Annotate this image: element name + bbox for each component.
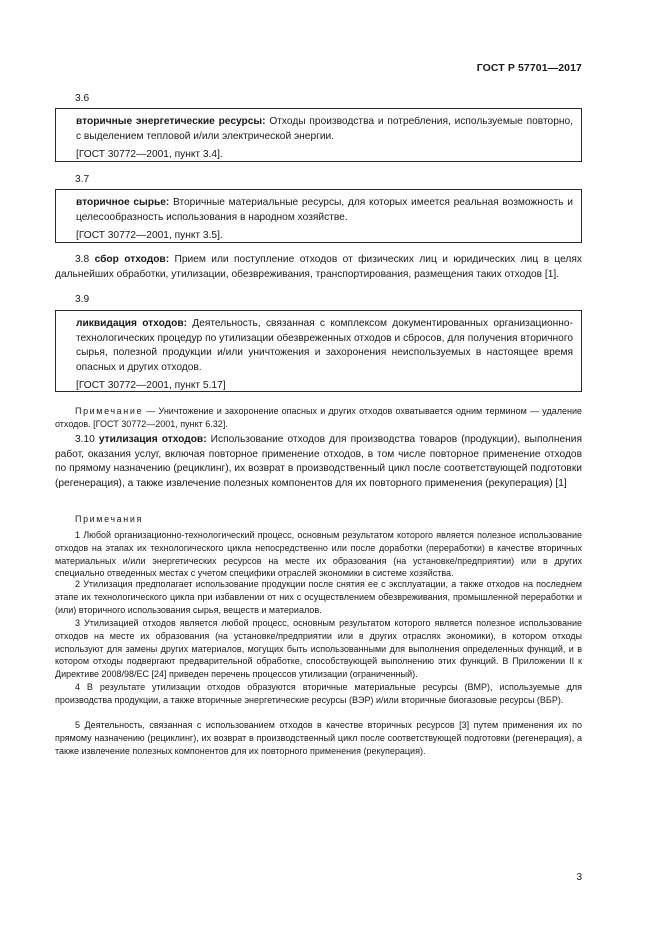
document-header: ГОСТ Р 57701—2017 bbox=[476, 62, 582, 74]
term-source: [ГОСТ 30772—2001, пункт 3.5]. bbox=[76, 230, 223, 242]
term-number: 3.10 bbox=[75, 434, 95, 445]
note-item: 5 Деятельность, связанная с использованием отходов в качестве вторичных ресурсов [3] путем применения их по прямому назначению (рециклинг), их возврат в производственный цикл после соответствующей подготовки (регенерация), а также извлечение полезных компонентов для их повторного применения (рекуперация). bbox=[55, 720, 582, 756]
term-text: Прием или поступление отходов от физических лиц и юридических лиц в целях дальнейших обработки, утилизации, обезвреживания, транспортирования, размещения таких отходов [1]. bbox=[55, 254, 582, 280]
term-definition bbox=[76, 317, 573, 375]
note-item: 3 Утилизацией отходов является любой процесс, основным результатом которого является полезное использование отходов на месте их образования (на установке/предприятии или в других отраслях экономики), в котором отходы используют для замены других материалов, могущих быть использованными для выполнения определенных функций, и в котором отходы подвергают предварительной обработке, способствующей выполнению этих функций. В Приложении II к Директиве 2008/98/ЕС [24] приведен перечень процессов утилизации (ограниченный). bbox=[55, 618, 582, 680]
page-number: 3 bbox=[576, 872, 582, 883]
term-definition bbox=[76, 196, 573, 225]
term-name: утилизация отходов: bbox=[98, 434, 207, 445]
term-paragraph bbox=[55, 253, 582, 282]
term-source: [ГОСТ 30772—2001, пункт 3.4]. bbox=[76, 149, 223, 161]
term-text: Отходы производства и потребления, используемые повторно, с выделением тепловой и/или электрической энергии. bbox=[76, 116, 573, 142]
note-item: 2 Утилизация предполагает использование продукции после снятия ее с эксплуатации, а также отходов на последнем этапе их технологического цикла при избавлении от них с осуществлением обезвреживания, промышленной переработки и (или) вторичного использования сырья, веществ и материалов. bbox=[55, 579, 582, 615]
term-number: 3.6 bbox=[75, 93, 90, 104]
notes-label: Примечания bbox=[75, 514, 143, 524]
term-name: вторичное сырье: bbox=[76, 197, 170, 208]
term-box bbox=[55, 310, 582, 392]
term-definition bbox=[76, 115, 573, 144]
term-name: вторичные энергетические ресурсы: bbox=[76, 116, 266, 127]
term-box bbox=[55, 108, 582, 162]
note-item: 4 В результате утилизации отходов образуются вторичные материальные ресурсы (ВМР), используемые для производства продукции, а также вторичные энергетические ресурсы (ВЭР) и/или вторичные биогазовые ресурсы (ВБР). bbox=[55, 682, 582, 705]
note-text: — Уничтожение и захоронение опасных и других отходов охватывается одним термином — удаление отходов. [ГОСТ 30772—2001, пункт 6.32]. bbox=[55, 406, 582, 429]
note bbox=[55, 405, 582, 431]
term-text: Деятельность, связанная с комплексом документированных организационно-технологических процедур по утилизации обезвреженных отходов и сбросов, для получения вторичного сырья, полезной продукции и/или уничтожения и захоронения неиспользуемых в настоящее время опасных и других отходов. bbox=[76, 318, 573, 373]
note-label: Примечание bbox=[75, 406, 144, 416]
term-source: [ГОСТ 30772—2001, пункт 5.17] bbox=[76, 380, 226, 392]
term-number: 3.9 bbox=[75, 294, 90, 305]
term-number: 3.8 bbox=[75, 254, 90, 265]
note-item: 1 Любой организационно-технологический процесс, основным результатом которого является полезное использование отходов на этапах их технологического цикла непосредственно или после доработки (переработки) в качестве вторичных материальных и/или энергетических ресурсов на месте их образования (на установке/предприятии) или в других специально отведенных местах с учетом специфики отраслей экономики в системе хозяйства. bbox=[55, 530, 582, 579]
term-number: 3.7 bbox=[75, 174, 90, 185]
term-text: Использование отходов для производства товаров (продукции), выполнения работ, оказания услуг, включая повторное применение отходов, в том числе повторное применение отходов по прямому назначению (рециклинг), их возврат в производственный цикл после соответствующей подготовки (регенерация), а также извлечение полезных компонентов для их повторного применения (рекуперация) [1] bbox=[55, 434, 582, 489]
term-name: ликвидация отходов: bbox=[76, 318, 188, 329]
term-box bbox=[55, 189, 582, 243]
term-text: Вторичные материальные ресурсы, для которых имеется реальная возможность и целесообразность использования в народном хозяйстве. bbox=[76, 197, 573, 223]
term-paragraph bbox=[55, 433, 582, 491]
term-name: сбор отходов: bbox=[94, 254, 170, 265]
